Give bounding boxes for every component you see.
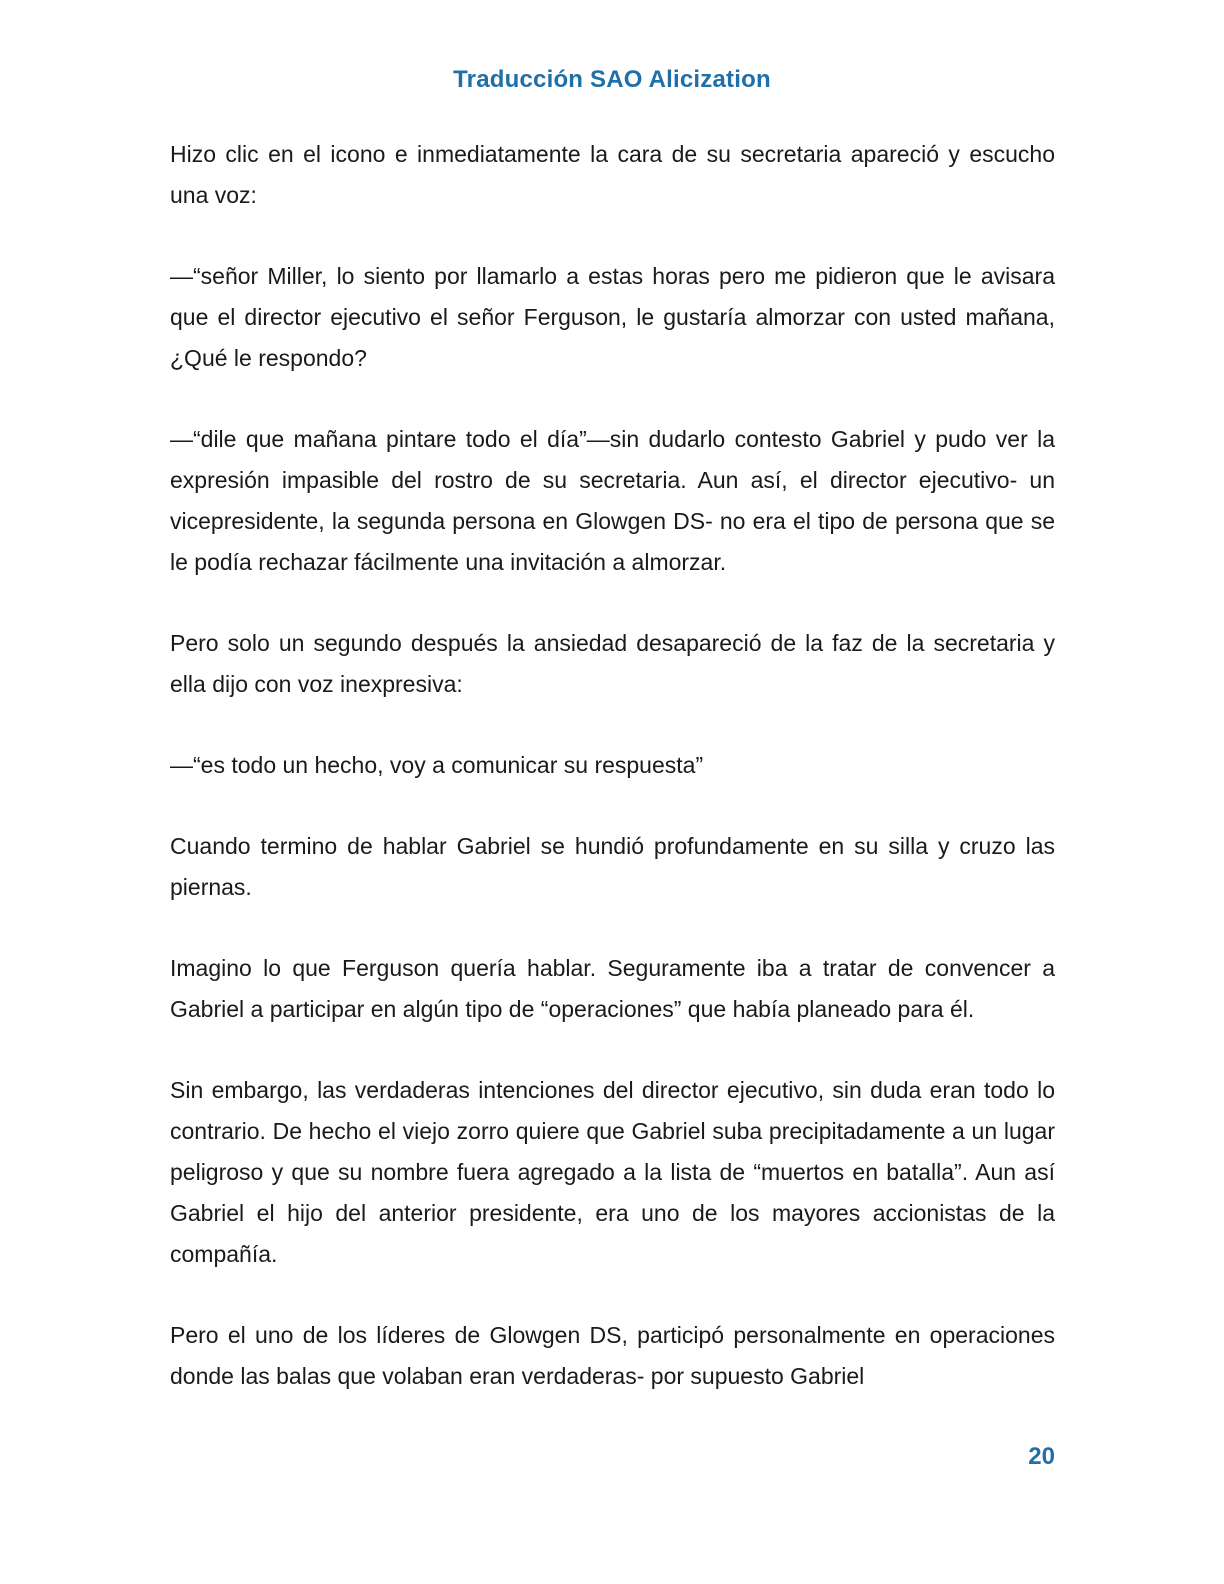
paragraph: Cuando termino de hablar Gabriel se hundió profundamente en su silla y cruzo las piernas.: [170, 833, 1055, 900]
page-number: 20: [1028, 1443, 1055, 1470]
paragraph: Pero el uno de los líderes de Glowgen DS, participó personalmente en operaciones donde las balas que volaban eran verdaderas- por supuesto Gabriel: [170, 1322, 1055, 1389]
paragraph: —“señor Miller, lo siento por llamarlo a estas horas pero me pidieron que le avisara que el director ejecutivo el señor Ferguson, le gustaría almorzar con usted mañana, ¿Qué le respondo?: [170, 263, 1055, 371]
document-body: [170, 134, 1055, 1437]
paragraph: —“es todo un hecho, voy a comunicar su respuesta”: [170, 752, 704, 778]
paragraph: Imagino lo que Ferguson quería hablar. Seguramente iba a tratar de convencer a Gabriel a participar en algún tipo de “operaciones” que había planeado para él.: [170, 955, 1055, 1022]
paragraph: —“dile que mañana pintare todo el día”—sin dudarlo contesto Gabriel y pudo ver la expresión impasible del rostro de su secretaria. Aun así, el director ejecutivo- un vicepresidente, la segunda persona en Glowgen DS- no era el tipo de persona que se le podía rechazar fácilmente una invitación a almorzar.: [170, 426, 1055, 575]
paragraph: Hizo clic en el icono e inmediatamente la cara de su secretaria apareció y escucho una voz:: [170, 141, 1055, 208]
page-header-title: Traducción SAO Alicization: [453, 66, 771, 93]
paragraph: Pero solo un segundo después la ansiedad desapareció de la faz de la secretaria y ella dijo con voz inexpresiva:: [170, 630, 1055, 697]
paragraph: Sin embargo, las verdaderas intenciones del director ejecutivo, sin duda eran todo lo contrario. De hecho el viejo zorro quiere que Gabriel suba precipitadamente a un lugar peligroso y que su nombre fuera agregado a la lista de “muertos en batalla”. Aun así Gabriel el hijo del anterior presidente, era uno de los mayores accionistas de la compañía.: [170, 1077, 1055, 1267]
